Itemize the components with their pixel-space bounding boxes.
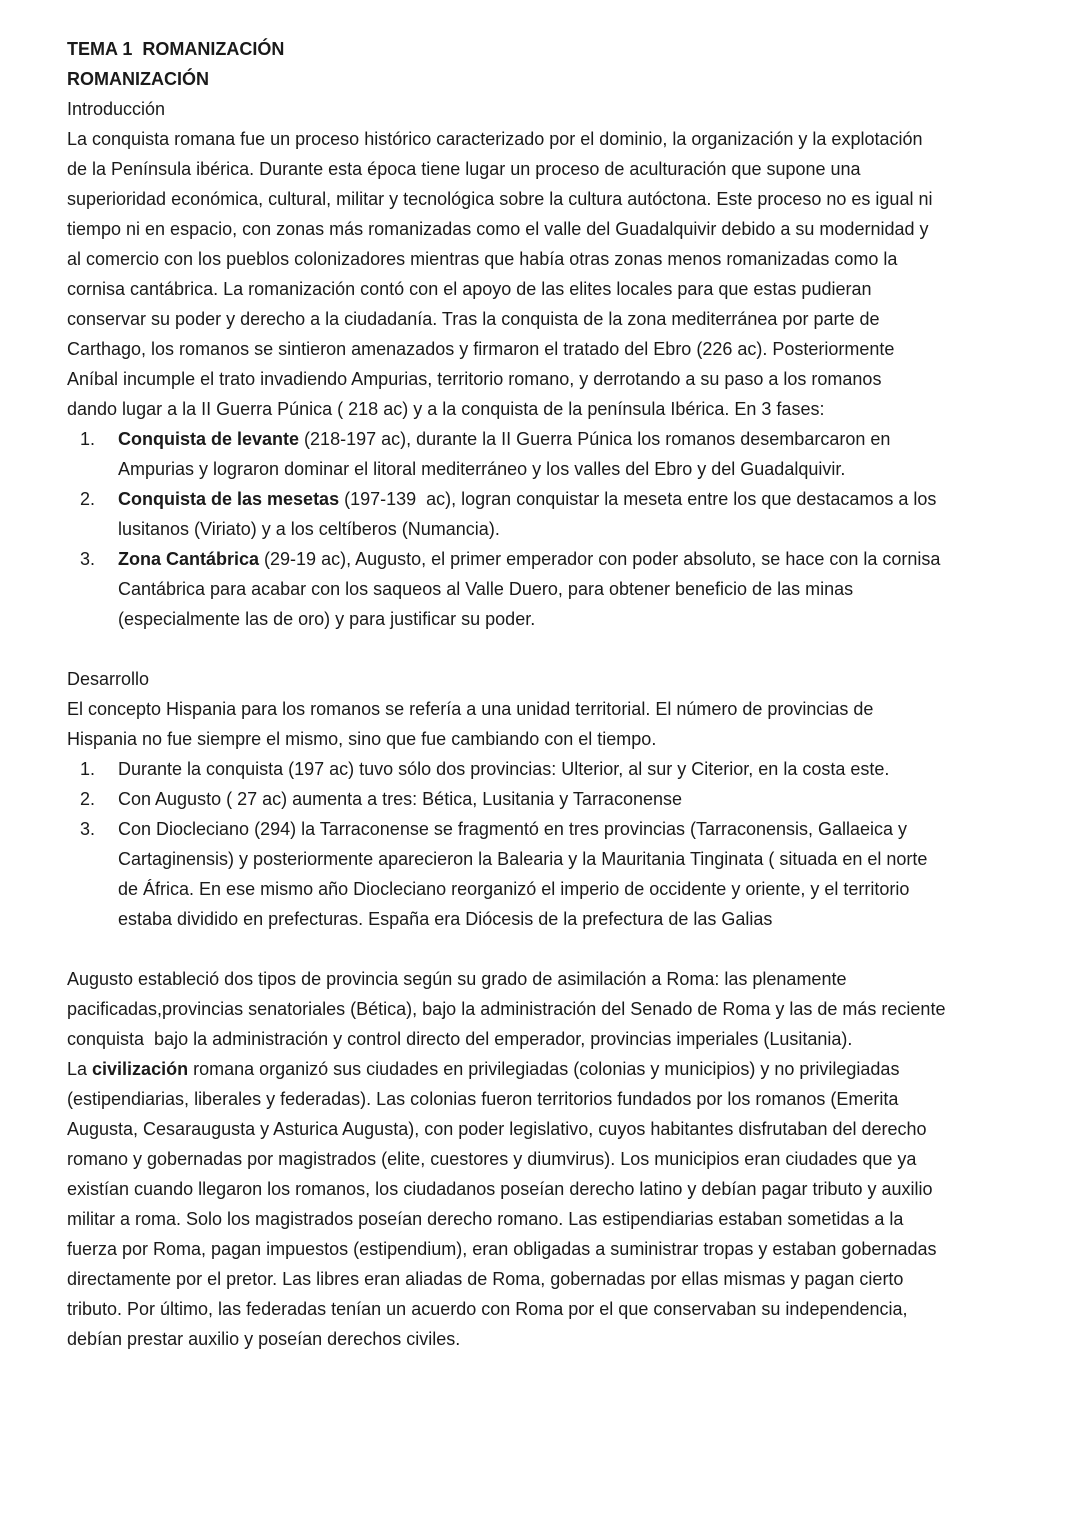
text-line: conquista bajo la administración y control directo del emperador, provincias imperiales (Lusitania). [67, 1029, 853, 1049]
text: Con Augusto ( 27 ac) aumenta a tres: Bética, Lusitania y Tarraconense [118, 789, 682, 809]
civilization-paragraph [67, 1084, 1047, 1354]
list-number: 1. [80, 429, 96, 449]
text: Durante la conquista (197 ac) tuvo sólo dos provincias: Ulterior, al sur y Citerior, en la costa este. [118, 759, 890, 779]
text-line: tiempo ni en espacio, con zonas más romanizadas como el valle del Guadalquivir debido a su modernidad y [67, 219, 929, 239]
text-line: Augusto estableció dos tipos de provincia según su grado de asimilación a Roma: las plenamente [67, 969, 847, 989]
phase-item [67, 544, 1047, 574]
text-line: directamente por el pretor. Las libres eran aliadas de Roma, gobernadas por ellas mismas y pagan cierto [67, 1269, 904, 1289]
list-item-line [67, 814, 1047, 844]
text: (29-19 ac), Augusto, el primer emperador con poder absoluto, se hace con la cornisa [259, 549, 941, 569]
text-line: de la Península ibérica. Durante esta época tiene lugar un proceso de aculturación que supone una [67, 159, 861, 179]
list-number: 2. [80, 489, 96, 509]
phase-item [67, 484, 1047, 514]
text-line: Aníbal incumple el trato invadiendo Ampurias, territorio romano, y derrotando a su paso a los romanos [67, 369, 882, 389]
phase-title: Conquista de las mesetas [118, 489, 340, 509]
provinces-list [67, 754, 1047, 934]
intro-paragraph [67, 124, 1047, 424]
text-line: El concepto Hispania para los romanos se refería a una unidad territorial. El número de provincias de [67, 699, 874, 719]
phases-list [67, 424, 1047, 634]
development-paragraph [67, 694, 1047, 754]
list-number: 1. [80, 759, 96, 779]
list-item-line [67, 754, 1047, 784]
text-line: Cantábrica para acabar con los saqueos al Valle Duero, para obtener beneficio de las minas [118, 579, 854, 599]
phase-item [67, 424, 1047, 454]
text-line: fuerza por Roma, pagan impuestos (estipendium), eran obligadas a suministrar tropas y estaban gobernadas [67, 1239, 937, 1259]
province-types-paragraph [67, 964, 1047, 1054]
document-page [67, 34, 1047, 1354]
development-heading: Desarrollo [67, 669, 150, 689]
list-item-line [67, 784, 1047, 814]
text-line: conservar su poder y derecho a la ciudadanía. Tras la conquista de la zona mediterránea por parte de [67, 309, 880, 329]
list-number: 3. [80, 819, 96, 839]
text-line: al comercio con los pueblos colonizadores mientras que había otras zonas menos romanizadas como la [67, 249, 898, 269]
text: (218-197 ac), durante la II Guerra Púnica los romanos desembarcaron en [299, 429, 891, 449]
text-line: pacificadas,provincias senatoriales (Bética), bajo la administración del Senado de Roma y las de más reciente [67, 999, 946, 1019]
bold-term: civilización [92, 1059, 189, 1079]
text: Con Diocleciano (294) la Tarraconense se fragmentó en tres provincias (Tarraconensis, Gallaeica y [118, 819, 908, 839]
document-subtitle: ROMANIZACIÓN [67, 69, 209, 89]
text-line: debían prestar auxilio y poseían derechos civiles. [67, 1329, 461, 1349]
text-line: superioridad económica, cultural, militar y tecnológica sobre la cultura autóctona. Este proceso no es igual ni [67, 189, 933, 209]
text-line: Augusta, Cesaraugusta y Asturica Augusta), con poder legislativo, cuyos habitantes disfrutaban del derecho [67, 1119, 927, 1139]
text-line: (estipendiarias, liberales y federadas). Las colonias fueron territorios fundados por los romanos (Emerita [67, 1089, 899, 1109]
text-line: Ampurias y lograron dominar el litoral mediterráneo y los valles del Ebro y del Guadalquivir. [118, 459, 846, 479]
text-line: tributo. Por último, las federadas tenían un acuerdo con Roma por el que conservaban su independencia, [67, 1299, 908, 1319]
list-item-line [67, 844, 1047, 874]
list-item-line [67, 904, 1047, 934]
text-line: Hispania no fue siempre el mismo, sino que fue cambiando con el tiempo. [67, 729, 657, 749]
text-line: existían cuando llegaron los romanos, los ciudadanos poseían derecho latino y debían pagar tributo y auxilio [67, 1179, 933, 1199]
text: (197-139 ac), logran conquistar la meseta entre los que destacamos a los [339, 489, 937, 509]
text: de África. En ese mismo año Diocleciano reorganizó el imperio de occidente y oriente, y el territorio [118, 879, 910, 899]
text: Cartaginensis) y posteriormente aparecieron la Balearia y la Mauritania Tinginata ( situada en el norte [118, 849, 928, 869]
list-item-line [67, 874, 1047, 904]
text-line: cornisa cantábrica. La romanización contó con el apoyo de las elites locales para que estas pudieran [67, 279, 872, 299]
document-title: TEMA 1 ROMANIZACIÓN [67, 39, 285, 59]
text: La [67, 1059, 93, 1079]
intro-heading: Introducción [67, 99, 166, 119]
list-number: 3. [80, 549, 96, 569]
text-line: romano y gobernadas por magistrados (elite, cuestores y diumvirus). Los municipios eran ciudades que ya [67, 1149, 917, 1169]
phase-title: Conquista de levante [118, 429, 300, 449]
text-line: militar a roma. Solo los magistrados poseían derecho romano. Las estipendiarias estaban sometidas a la [67, 1209, 904, 1229]
phase-title: Zona Cantábrica [118, 549, 260, 569]
text: estaba dividido en prefecturas. España era Diócesis de la prefectura de las Galias [118, 909, 773, 929]
text-line: dando lugar a la II Guerra Púnica ( 218 ac) y a la conquista de la península Ibérica. En 3 fases: [67, 399, 825, 419]
text-line: (especialmente las de oro) y para justificar su poder. [118, 609, 536, 629]
text-line: Carthago, los romanos se sintieron amenazados y firmaron el tratado del Ebro (226 ac). Posteriormente [67, 339, 895, 359]
civilization-line [67, 1054, 1047, 1084]
text-line: lusitanos (Viriato) y a los celtíberos (Numancia). [118, 519, 500, 539]
text-line: La conquista romana fue un proceso histórico caracterizado por el dominio, la organización y la explotación [67, 129, 923, 149]
text: romana organizó sus ciudades en privilegiadas (colonias y municipios) y no privilegiadas [188, 1059, 900, 1079]
list-number: 2. [80, 789, 96, 809]
